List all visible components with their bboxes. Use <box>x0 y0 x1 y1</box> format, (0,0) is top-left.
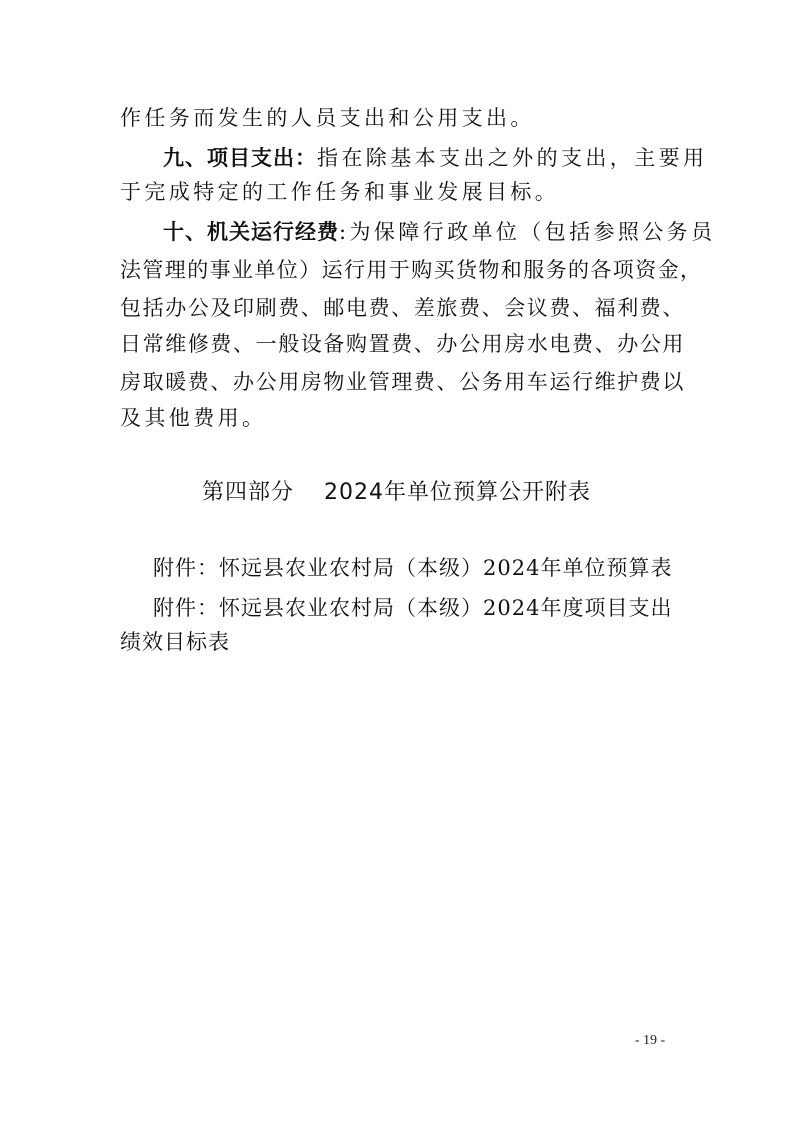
item-9-text-cont: 于完成特定的工作任务和事业发展目标。 <box>120 180 560 204</box>
item-9-text: 指在除基本支出之外的支出，主要用 <box>317 146 708 170</box>
item-10-line-2 <box>120 255 703 285</box>
attachment-1 <box>153 553 676 583</box>
attachment-2-line-1 <box>153 593 676 623</box>
attachment-1-text: 附件：怀远县农业农村局（本级）2024年单位预算表 <box>153 556 673 580</box>
item-9-line-1 <box>163 143 708 173</box>
item-10-line-1 <box>163 217 716 247</box>
item-10-line-4 <box>120 329 685 359</box>
item-10-text-cont: 房取暖费、办公用房物业管理费、公务用车运行维护费以 <box>120 370 685 394</box>
attachment-2-line-2 <box>120 627 676 657</box>
body-text: 作任务而发生的人员支出和公用支出。 <box>120 106 535 130</box>
item-10-line-5 <box>120 367 685 397</box>
item-10-heading: 十、机关运行经费 <box>163 220 339 244</box>
attachment-2-text-cont: 绩效目标表 <box>120 630 230 654</box>
item-10-text-cont: 日常维修费、一般设备购置费、办公用房水电费、办公用 <box>120 332 685 356</box>
item-10-line-3 <box>120 293 685 323</box>
item-10-text-cont: 法管理的事业单位）运行用于购买货物和服务的各项资金， <box>120 258 703 282</box>
item-10-text-cont: 包括办公及印刷费、邮电费、差旅费、会议费、福利费、 <box>120 296 685 320</box>
paragraph-continuation <box>120 103 676 133</box>
item-10-text: :为保障行政单位（包括参照公务员 <box>339 220 716 244</box>
item-10-text-cont: 及其他费用。 <box>120 406 267 430</box>
item-9-line-2 <box>120 177 676 207</box>
item-10-line-6 <box>120 403 676 433</box>
item-9-heading: 九、项目支出： <box>163 146 317 170</box>
section-heading <box>0 478 793 508</box>
section-part-label: 第四部分 <box>201 480 294 505</box>
page-number: - 19 - <box>634 1033 666 1048</box>
attachment-2-text: 附件：怀远县农业农村局（本级）2024年度项目支出 <box>153 596 673 620</box>
section-title: 2024年单位预算公开附表 <box>324 480 591 505</box>
